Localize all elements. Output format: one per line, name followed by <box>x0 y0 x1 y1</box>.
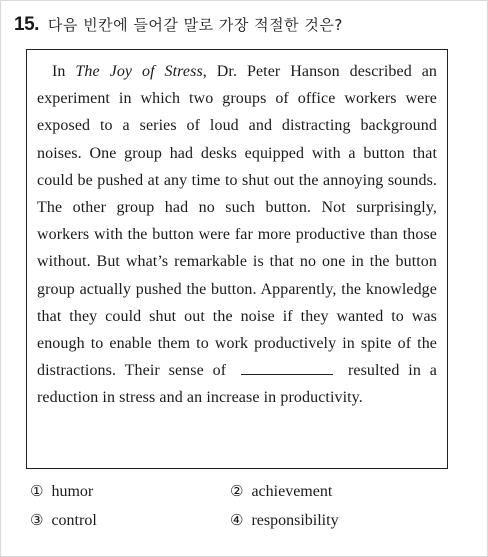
choice-3[interactable] <box>30 511 230 530</box>
choice-4-number: ④ <box>230 511 244 529</box>
question-header <box>14 14 343 36</box>
passage-ending: resulted in a reduction in stress and an increase in productivity. <box>37 362 437 407</box>
choice-3-number: ③ <box>30 511 44 529</box>
passage-intro: In <box>52 63 76 80</box>
choice-4-label: responsibility <box>251 512 339 529</box>
choice-3-label: control <box>51 512 97 529</box>
choice-2[interactable] <box>230 482 430 501</box>
passage-box <box>26 49 448 469</box>
answer-blank <box>241 360 333 375</box>
choice-1[interactable] <box>30 482 230 501</box>
choice-4[interactable] <box>230 511 430 530</box>
choice-1-number: ① <box>30 482 44 500</box>
choice-1-label: humor <box>51 483 94 500</box>
question-number: 15. <box>14 14 39 35</box>
book-title: The Joy of Stress <box>75 63 203 80</box>
answer-choices <box>30 482 450 530</box>
passage-text <box>37 58 437 412</box>
choice-2-label: achievement <box>251 483 333 500</box>
question-prompt: 다음 빈칸에 들어갈 말로 가장 적절한 것은? <box>47 16 343 34</box>
passage-body: , Dr. Peter Hanson described an experiment in which two groups of office workers were exposed to a series of loud and distracting background noises. One group had desks equipped with a button that could be pushed at any time to shut out the annoying sounds. The other group had no such button. Not surprisingly, workers with the button were far more productive than those without. But what’s remarkable is that no one in the button group actually pushed the button. Apparently, the knowledge that they could shut out the noise if they wanted to was enough to enable them to work productively in spite of the distractions. Their sense of <box>37 63 437 380</box>
choice-2-number: ② <box>230 482 244 500</box>
